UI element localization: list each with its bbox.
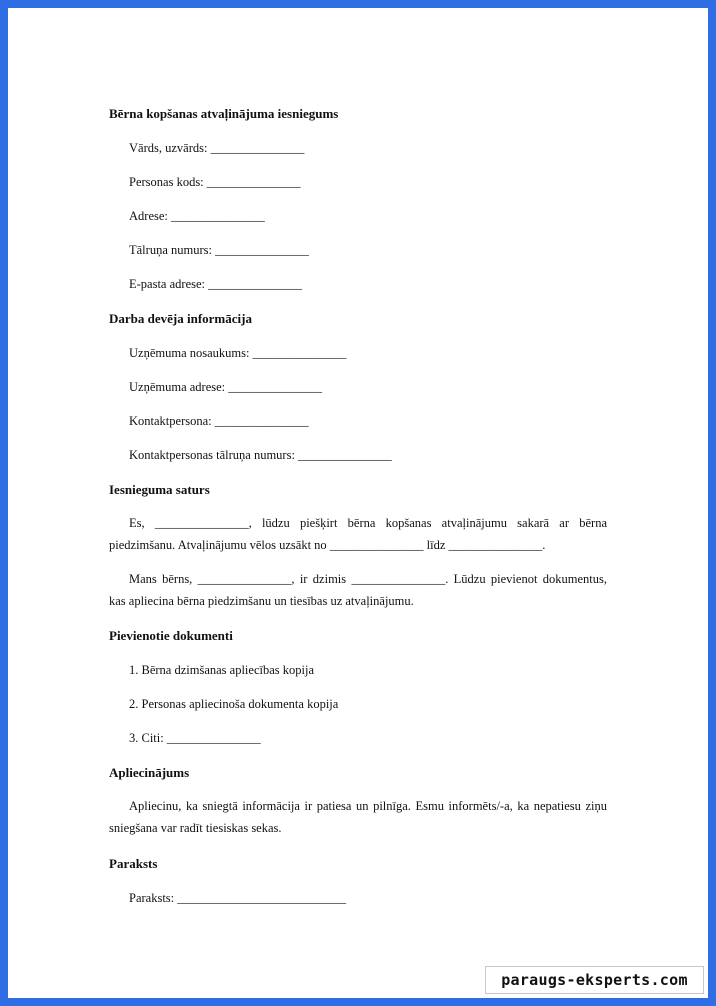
field-contact-phone: Kontaktpersonas tālruņa numurs: _______________ — [129, 448, 392, 462]
section-heading-signature: Paraksts — [109, 856, 158, 871]
section-heading-content: Iesnieguma saturs — [109, 482, 210, 497]
section-heading-employer: Darba devēja informācija — [109, 311, 252, 326]
declaration-paragraph — [109, 795, 607, 839]
document-title: Bērna kopšanas atvaļinājuma iesniegums — [109, 106, 339, 121]
content-paragraph-text: Es, _______________, lūdzu piešķirt bērna kopšanas atvaļinājumu sakarā ar bērna piedzimšanu. Atvaļinājumu vēlos uzsākt no _______________ līdz _______________. — [109, 516, 607, 552]
field-email: E-pasta adrese: _______________ — [129, 277, 302, 291]
brand-watermark: paraugs-eksperts.com — [485, 966, 704, 994]
declaration-text: Apliecinu, ka sniegtā informācija ir patiesa un pilnīga. Esmu informēts/-a, ka nepatiesu ziņu sniegšana var radīt tiesiskas sekas. — [109, 799, 607, 835]
field-company-name: Uzņēmuma nosaukums: _______________ — [129, 346, 347, 360]
field-company-address: Uzņēmuma adrese: _______________ — [129, 380, 323, 394]
content-paragraph-text: Mans bērns, _______________, ir dzimis _______________. Lūdzu pievienot dokumentus, kas apliecina bērna piedzimšanu un tiesības uz atvaļinājumu. — [109, 572, 607, 608]
field-personal-code: Personas kods: _______________ — [129, 175, 301, 189]
attachment-item: 3. Citi: _______________ — [129, 731, 261, 745]
field-phone: Tālruņa numurs: _______________ — [129, 243, 309, 257]
field-address: Adrese: _______________ — [129, 209, 265, 223]
field-name: Vārds, uzvārds: _______________ — [129, 141, 305, 155]
attachment-item: 2. Personas apliecinoša dokumenta kopija — [129, 697, 339, 711]
content-paragraph — [109, 568, 607, 612]
section-heading-declaration: Apliecinājums — [109, 765, 190, 780]
field-signature: Paraksts: ___________________________ — [129, 891, 347, 905]
field-contact-person: Kontaktpersona: _______________ — [129, 414, 309, 428]
content-paragraph — [109, 512, 607, 556]
attachment-item: 1. Bērna dzimšanas apliecības kopija — [129, 663, 315, 677]
section-heading-attachments: Pievienotie dokumenti — [109, 628, 233, 643]
